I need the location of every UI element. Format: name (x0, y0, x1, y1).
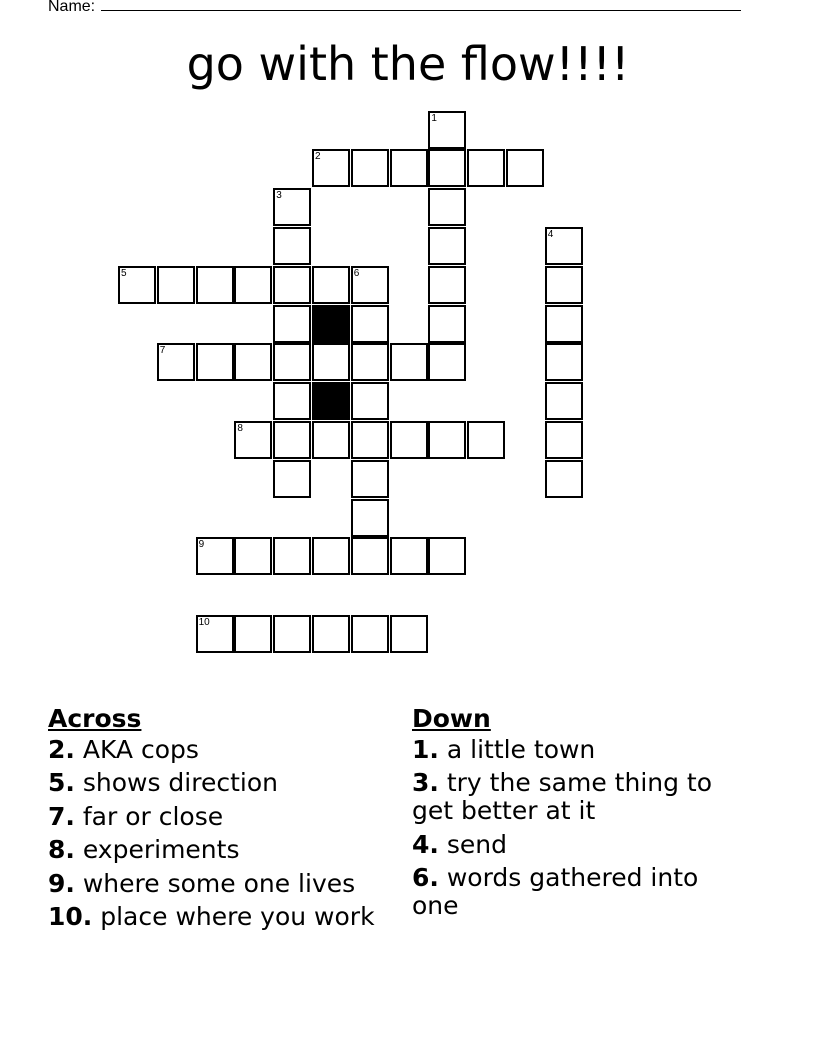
clue-text: send (438, 829, 507, 859)
clue-number-label: 7. (48, 801, 75, 831)
clue-text: shows direction (74, 768, 278, 797)
crossword-cell[interactable] (351, 615, 389, 653)
clue-number-label: 2. (48, 734, 75, 764)
clue-number: 10 (198, 616, 210, 628)
across-heading: Across (48, 704, 142, 733)
clue-text: place where you work (92, 902, 375, 931)
clue-number: 3 (276, 190, 282, 202)
crossword-cell[interactable] (351, 499, 389, 537)
across-clue (48, 803, 398, 831)
down-clues (412, 702, 742, 926)
crossword-cell[interactable] (312, 615, 350, 653)
crossword-cell[interactable] (428, 266, 466, 304)
crossword-cell[interactable] (390, 149, 428, 187)
crossword-cell[interactable] (157, 266, 195, 304)
down-clue (412, 831, 742, 859)
crossword-cell[interactable] (428, 149, 466, 187)
crossword-cell[interactable] (428, 343, 466, 381)
crossword-cell[interactable] (390, 343, 428, 381)
clue-number-label: 3. (412, 768, 439, 797)
clue-text: words gathered into one (412, 863, 699, 920)
crossword-cell[interactable] (428, 111, 466, 149)
crossword-cell[interactable] (273, 227, 311, 265)
crossword-cell[interactable] (428, 188, 466, 226)
crossword-cell[interactable] (273, 382, 311, 420)
crossword-cell[interactable] (545, 460, 583, 498)
crossword-cell[interactable] (545, 266, 583, 304)
crossword-cell[interactable] (273, 421, 311, 459)
crossword-cell[interactable] (545, 305, 583, 343)
across-clues (48, 702, 398, 937)
across-clue (48, 870, 398, 898)
crossword-cell[interactable] (312, 149, 350, 187)
name-label: Name: (48, 0, 96, 15)
across-clue-list (48, 736, 398, 932)
clue-number: 8 (237, 422, 243, 434)
clue-text: experiments (74, 835, 240, 864)
crossword-cell[interactable] (312, 266, 350, 304)
down-clue (412, 736, 742, 764)
crossword-cell[interactable] (467, 149, 505, 187)
crossword-cell[interactable] (428, 421, 466, 459)
crossword-cell[interactable] (545, 382, 583, 420)
crossword-cell[interactable] (351, 266, 389, 304)
crossword-cell[interactable] (467, 421, 505, 459)
clue-number: 6 (353, 267, 360, 279)
crossword-cell[interactable] (545, 421, 583, 459)
down-clue (412, 769, 742, 825)
crossword-cell[interactable] (428, 305, 466, 343)
clue-number: 2 (315, 151, 321, 163)
crossword-cell[interactable] (351, 382, 389, 420)
crossword-cell[interactable] (312, 421, 350, 459)
clue-number: 5 (121, 267, 127, 279)
clue-number: 1 (431, 112, 437, 124)
crossword-cell[interactable] (273, 266, 311, 304)
clue-text: far or close (74, 801, 224, 831)
crossword-cell[interactable] (196, 266, 234, 304)
crossword-cell[interactable] (351, 421, 389, 459)
crossword-cell[interactable] (351, 537, 389, 575)
clue-text: a little town (438, 734, 596, 764)
crossword-cell[interactable] (545, 343, 583, 381)
clue-text: try the same thing to get better at it (412, 768, 713, 825)
crossword-cell[interactable] (118, 266, 156, 304)
clue-number-label: 5. (48, 768, 75, 797)
crossword-cell[interactable] (273, 343, 311, 381)
crossword-cell[interactable] (312, 343, 350, 381)
crossword-cell[interactable] (273, 188, 311, 226)
clue-text: where some one lives (74, 868, 356, 898)
black-square (312, 305, 350, 343)
across-clue (48, 736, 398, 764)
crossword-cell[interactable] (234, 537, 272, 575)
crossword-cell[interactable] (506, 149, 544, 187)
crossword-cell[interactable] (390, 537, 428, 575)
across-clue (48, 836, 398, 864)
clue-number-label: 10. (48, 902, 93, 931)
crossword-cell[interactable] (234, 421, 272, 459)
crossword-cell[interactable] (196, 615, 234, 653)
clue-number-label: 4. (412, 829, 439, 859)
black-square (312, 382, 350, 420)
crossword-cell[interactable] (273, 305, 311, 343)
crossword-cell[interactable] (273, 537, 311, 575)
crossword-cell[interactable] (351, 460, 389, 498)
crossword-cell[interactable] (196, 537, 234, 575)
crossword-cell[interactable] (351, 149, 389, 187)
clue-number: 9 (198, 539, 205, 551)
crossword-cell[interactable] (390, 421, 428, 459)
down-clue-list (412, 736, 742, 921)
down-heading: Down (412, 704, 491, 733)
crossword-cell[interactable] (351, 305, 389, 343)
crossword-cell[interactable] (234, 615, 272, 653)
crossword-cell[interactable] (273, 460, 311, 498)
clue-number-label: 9. (48, 868, 75, 898)
clue-number-label: 8. (48, 835, 75, 864)
crossword-cell[interactable] (351, 343, 389, 381)
clue-number-label: 6. (412, 863, 439, 892)
crossword-cell[interactable] (234, 266, 272, 304)
page-title: go with the flow!!!! (186, 37, 630, 91)
clue-number-label: 1. (412, 734, 439, 764)
crossword-cell[interactable] (390, 615, 428, 653)
clue-number: 4 (547, 228, 554, 240)
crossword-cell[interactable] (312, 537, 350, 575)
down-clue (412, 864, 742, 920)
clue-text: AKA cops (74, 734, 199, 764)
crossword-cell[interactable] (234, 343, 272, 381)
crossword-cell[interactable] (273, 615, 311, 653)
crossword-cell[interactable] (428, 537, 466, 575)
clue-number: 7 (159, 345, 166, 357)
crossword-cell[interactable] (428, 227, 466, 265)
across-clue (48, 903, 398, 931)
crossword-cell[interactable] (196, 343, 234, 381)
crossword-cell[interactable] (545, 227, 583, 265)
across-clue (48, 769, 398, 797)
crossword-cell[interactable] (157, 343, 195, 381)
